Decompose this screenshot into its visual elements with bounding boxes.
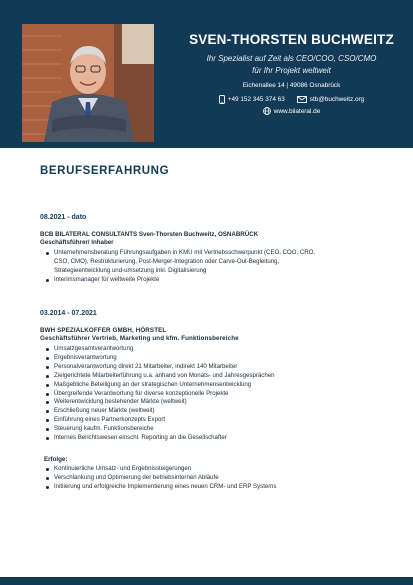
- phone-icon: [219, 95, 225, 104]
- email-address: stb@buchweitz.org: [309, 96, 365, 103]
- bullet-item: Kontinuierliche Umsatz- und Ergebnissteigerungen: [54, 465, 380, 474]
- job-entry: [40, 310, 380, 492]
- bullet-item: Initiierung und erfolgreiche Implementierung eines neuen CRM- und ERP Systems: [54, 483, 380, 492]
- address: Eichenallee 14 | 49086 Osnabrück: [242, 82, 341, 89]
- bullet-item: Zielgerichtete Mitarbeiterführung u.a. anhand von Monats- und Jahresgesprächen: [54, 372, 380, 381]
- profile-photo: [22, 24, 154, 142]
- job-bullets: [40, 249, 380, 285]
- email-contact[interactable]: [297, 95, 364, 104]
- bullet-item: Einführung eines Partnerkonzepts Export: [54, 416, 380, 425]
- envelope-icon: [297, 96, 307, 103]
- phone-number: +49 152 345 374 63: [227, 96, 285, 103]
- bullet-item: Ergebnisverantwortung: [54, 354, 380, 363]
- bullet-item: Verschlankung und Optimierung der betriebsinternen Abläufe: [54, 474, 380, 483]
- job-role: Geschäftsführer/ Inhaber: [40, 239, 114, 246]
- tagline-line-1: Ihr Spezialist auf Zeit als CEO/COO, CSO/CMO: [206, 54, 377, 63]
- tagline-line-2: für Ihr Projekt weltweit: [252, 65, 331, 75]
- bullet-item: Internes Berichtswesen einschl. Reporting an die Gesellschafter: [54, 434, 380, 443]
- section-title: BERUFSERFAHRUNG: [40, 165, 170, 177]
- job-entry: [40, 214, 380, 285]
- job-company: BWH SPEZIALKOFFER GMBH, HÖRSTEL: [40, 327, 167, 334]
- bullet-item: Weiterentwicklung bestehender Märkte (weltweit): [54, 398, 380, 407]
- bullet-item: Steuerung kaufm. Funktionsbereiche: [54, 425, 380, 434]
- bullet-item: Personalverantwortung direkt 21 Mitarbeiter, indirekt 140 Mitarbeiter: [54, 363, 380, 372]
- bullet-item: Übergreifende Verantwortung für diverse konzeptionelle Projekte: [54, 390, 380, 399]
- bullet-item: Erschließung neuer Märkte (weltweit): [54, 407, 380, 416]
- job-role: Geschäftsführer Vertrieb, Marketing und kfm. Funktionsbereiche: [40, 335, 239, 342]
- bullet-item: Maßgebliche Beteiligung an der strategischen Unternehmensentwicklung: [54, 381, 380, 390]
- phone-contact[interactable]: [219, 95, 285, 104]
- bullet-item: Unternehmensberatung Führungsaufgaben in KMU mit Vertriebsschwerpunkt (CEO, COO, CRO,: [54, 249, 380, 258]
- contact-row: [170, 95, 413, 104]
- erfolge-bullets: [40, 465, 380, 492]
- job-date: 08.2021 - dato: [40, 214, 87, 221]
- bullet-continuation: CSO, CMO), Restrukturierung, Post-Merger-Integration oder Carve-Out-Begleitung,: [54, 257, 280, 265]
- bullet-continuation: Strategieentwicklung und-umsetzung inkl. Digitalisierung: [54, 266, 207, 274]
- bullet-item: Umsatzgesamtverantwortung: [54, 345, 380, 354]
- website-row: [170, 107, 413, 115]
- website-url: www.bilateral.de: [273, 107, 321, 115]
- job-bullets: [40, 345, 380, 443]
- person-name: SVEN-THORSTEN BUCHWEITZ: [189, 32, 394, 47]
- header-banner: [0, 0, 413, 148]
- tagline: [170, 53, 413, 76]
- erfolge-label: Erfolge:: [44, 455, 68, 463]
- job-date: 03.2014 - 07.2021: [40, 310, 97, 317]
- bullet-item: Interimsmanager für weltweite Projekte: [54, 276, 380, 285]
- globe-icon: [263, 107, 271, 115]
- website-contact[interactable]: [263, 107, 321, 115]
- job-company: BCB BILATERAL CONSULTANTS Sven-Thorsten Buchweitz, OSNABRÜCK: [40, 231, 259, 238]
- footer-bar: [0, 577, 413, 585]
